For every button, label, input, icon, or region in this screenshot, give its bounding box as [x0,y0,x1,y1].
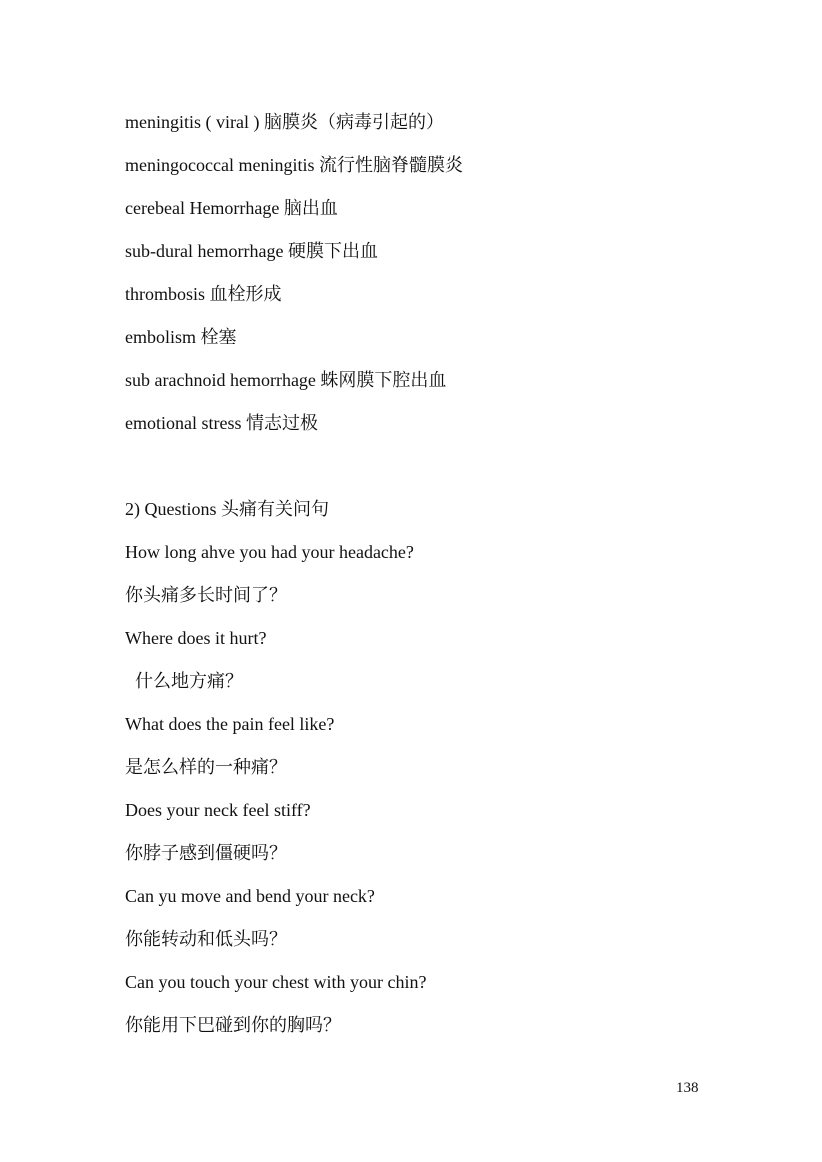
vocab-line: sub-dural hemorrhage 硬膜下出血 [125,241,378,261]
question-zh: 你头痛多长时间了？ [125,585,287,605]
vocab-line: meningococcal meningitis 流行性脑脊髓膜炎 [125,155,463,175]
vocab-line: embolism 栓塞 [125,327,237,347]
vocab-line: cerebeal Hemorrhage 脑出血 [125,198,338,218]
question-en: Can you touch your chest with your chin? [125,972,427,992]
question-zh: 你脖子感到僵硬吗？ [125,843,287,863]
question-zh: 什么地方痛？ [135,671,243,691]
section-heading: 2) Questions 头痛有关问句 [125,499,329,519]
question-zh: 你能转动和低头吗？ [125,929,287,949]
question-zh: 你能用下巴碰到你的胸吗？ [125,1015,341,1035]
question-en: What does the pain feel like? [125,714,335,734]
question-en: Where does it hurt? [125,628,267,648]
question-en: How long ahve you had your headache? [125,542,414,562]
question-en: Does your neck feel stiff? [125,800,311,820]
vocab-line: thrombosis 血栓形成 [125,284,282,304]
vocab-line: emotional stress 情志过极 [125,413,318,433]
page-number: 138 [676,1080,699,1096]
vocab-line: sub arachnoid hemorrhage 蛛网膜下腔出血 [125,370,447,390]
question-en: Can yu move and bend your neck? [125,886,375,906]
vocab-line: meningitis ( viral ) 脑膜炎（病毒引起的） [125,112,444,132]
question-zh: 是怎么样的一种痛？ [125,757,287,777]
